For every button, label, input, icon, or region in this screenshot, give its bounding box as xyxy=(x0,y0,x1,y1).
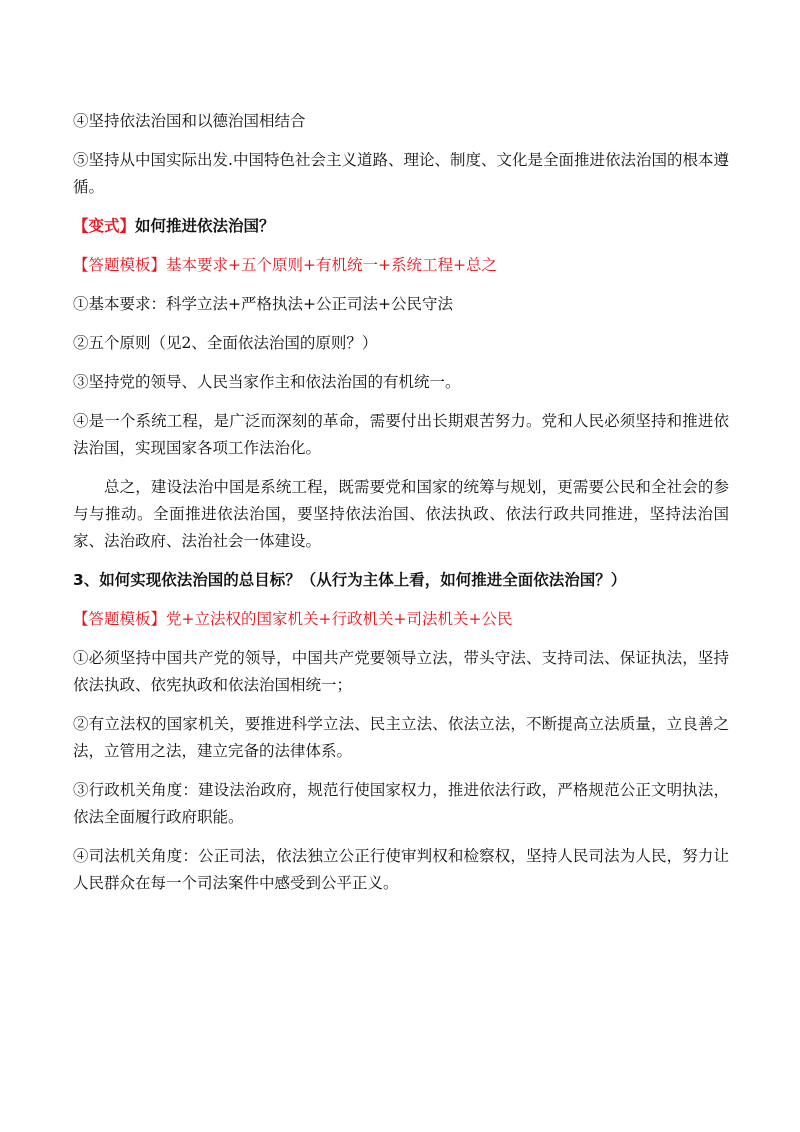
paragraph-legislature: ②有立法权的国家机关，要推进科学立法、民主立法、依法立法，不断提高立法质量，立良善之法，立管用之法，建立完备的法律体系。 xyxy=(73,715,729,760)
answer-template-2-tag: 【答题模板】 xyxy=(73,610,167,628)
paragraph-principle-4: ④坚持依法治国和以德治国相结合 xyxy=(73,112,306,130)
paragraph-party-leadership: ①必须坚持中国共产党的领导，中国共产党要领导立法，带头守法、支持司法、保证执法，坚持依法执政、依宪执政和依法治国相统一； xyxy=(73,649,729,694)
paragraph-organic-unity: ③坚持党的领导、人民当家作主和依法治国的有机统一。 xyxy=(73,373,461,391)
paragraph-summary: 总之，建设法治中国是系统工程，既需要党和国家的统筹与规划，更需要公民和全社会的参与与推动。全面推进依法治国，要坚持依法治国、依法执政、依法行政共同推进，坚持法治国家、法治政府、法治社会一体建设。 xyxy=(73,478,729,550)
paragraph-system-engineering: ④是一个系统工程，是广泛而深刻的革命，需要付出长期艰苦努力。党和人民必须坚持和推进依法治国，实现国家各项工作法治化。 xyxy=(73,412,729,457)
paragraph-principle-5: ⑤坚持从中国实际出发.中国特色社会主义道路、理论、制度、文化是全面推进依法治国的根本遵循。 xyxy=(73,151,729,196)
answer-template-1-tag: 【答题模板】 xyxy=(73,256,167,274)
answer-template-1 xyxy=(73,252,729,279)
document-page xyxy=(73,108,729,909)
answer-template-1-text: 基本要求+五个原则+有机统一+系统工程+总之 xyxy=(166,256,497,274)
paragraph-judiciary: ④司法机关角度：公正司法，依法独立公正行使审判权和检察权，坚持人民司法为人民，努力让人民群众在每一个司法案件中感受到公平正义。 xyxy=(73,847,729,892)
question-3-heading: 3、如何实现依法治国的总目标？（从行为主体上看，如何推进全面依法治国？） xyxy=(73,571,627,589)
answer-template-2 xyxy=(73,606,729,633)
paragraph-basic-requirements: ①基本要求：科学立法+严格执法+公正司法+公民守法 xyxy=(73,295,453,313)
variant-tag: 【变式】 xyxy=(73,217,136,235)
paragraph-administration: ③行政机关角度：建设法治政府，规范行使国家权力，推进依法行政，严格规范公正文明执法，依法全面履行政府职能。 xyxy=(73,781,729,826)
paragraph-five-principles: ②五个原则（见2、全面依法治国的原则？） xyxy=(73,334,378,352)
variant-text: 如何推进依法治国？ xyxy=(135,217,275,235)
answer-template-2-text: 党+立法权的国家机关+行政机关+司法机关+公民 xyxy=(166,610,513,628)
variant-question xyxy=(73,213,729,240)
